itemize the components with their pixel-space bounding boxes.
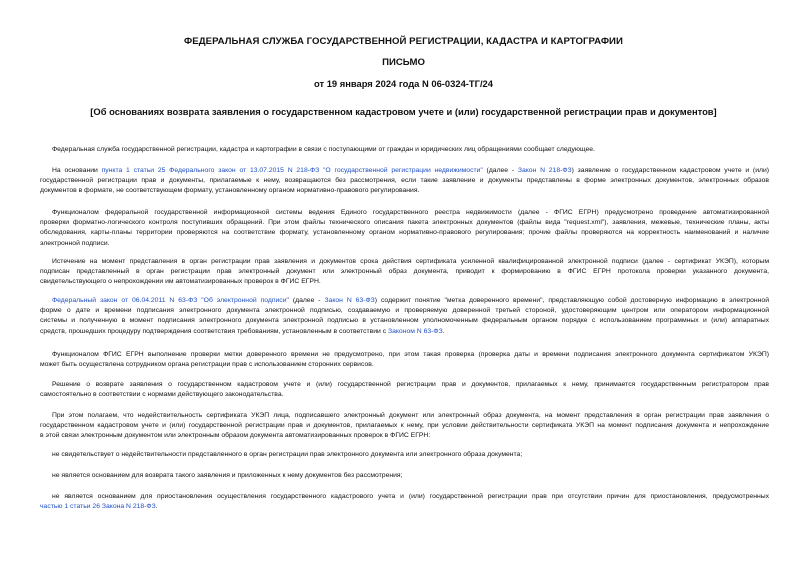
paragraph-line: Функционалом федеральной государственной информационной системы ведения Единого государственного реестра недвижимости (далее - ФГИС ЕГРН) предусмотрено проведение автоматизированной: [52, 209, 769, 216]
paragraph-line: государственной регистрации прав и документы, прилагаемые к нему, возвращаются без рассмотрения, если такие заявление и документы представлены в форме электронных документов, электронных образов: [40, 177, 769, 185]
paragraph-line: не является основанием для возврата такого заявления и приложенных к нему документов без рассмотрения;: [52, 472, 403, 479]
paragraph-time-stamp-check: [40, 350, 769, 370]
paragraph-line: может быть осуществлена сотрудником органа регистрации прав с использованием сторонних сервисов.: [40, 361, 374, 369]
text-fragment: На основании: [52, 167, 102, 174]
paragraph-line: не является основанием для приостановления осуществления государственного кадастрового учета и (или) государственной регистрации прав при отсутствии причин для приостановления, предусмотренных: [52, 493, 769, 500]
paragraph-line: не свидетельствует о недействительности представленного в орган регистрации прав электронного документа или электронного образа документа;: [52, 451, 523, 458]
document-type: ПИСЬМО: [382, 57, 425, 68]
paragraph-line: Федеральная служба государственной регистрации, кадастра и картографии в связи с поступающими от граждан и юридических лиц обращениями сообщает следующее.: [52, 146, 595, 153]
paragraph-line: электронной подписи.: [40, 239, 110, 247]
paragraph-line: в этой связи электронным документом или электронным образом документа автоматизированных проверок в ФГИС ЕГРН:: [40, 432, 431, 440]
paragraph-basis: [40, 166, 769, 197]
document-date-number: от 19 января 2024 года N 06-0324-ТГ/24: [314, 78, 493, 89]
law-218-article-26-link[interactable]: частью 1 статьи 26 Закона N 218-ФЗ: [40, 503, 156, 511]
paragraph-return-decision: [40, 380, 769, 400]
paragraph-line: свидетельствующего о непрохождении им автоматизированных проверок в ФГИС ЕГРН.: [40, 278, 321, 286]
paragraph-line: [40, 502, 769, 512]
law-63-short-link[interactable]: Закон N 63-ФЗ: [324, 297, 375, 304]
law-63-reference-link[interactable]: Законом N 63-ФЗ: [387, 327, 443, 335]
paragraph-line: государственном кадастровом учете и (или) государственной регистрации прав и документов, прилагаемых к нему, при условии действительности сертификата УКЭП на момент подписания документа и непрохождение: [40, 422, 769, 430]
document-subject: [Об основаниях возврата заявления о государственном кадастровом учете и (или) государственной регистрации прав и документов]: [90, 106, 717, 117]
text-fragment: (далее -: [482, 167, 518, 174]
paragraph-line: обследования, карты-планы территории проверяются на соответствие формату, установленному органом нормативно-правового регулирования; прочие файлы проверяются на корректность наименований и наличие: [40, 229, 769, 237]
text-fragment: средств, прошедших процедуру подтверждения соответствия требованиям, установленным в соответствии с: [40, 327, 388, 335]
paragraph-line: самостоятельно в соответствии с нормами действующего законодательства.: [40, 391, 284, 399]
paragraph-line: документов в формате, не соответствующем формату, установленному органом нормативно-правового регулирования.: [40, 187, 420, 195]
paragraph-line: [40, 166, 769, 176]
list-item-not-suspension-basis: [40, 492, 769, 512]
law-218-link[interactable]: Закон N 218-ФЗ: [517, 167, 572, 174]
paragraph-line: форме о дате и времени подписания электронного документа электронной подписью, создаваемую и проверяемую доверенной третьей стороной, удостоверяющим центром или оператором информационной: [40, 307, 769, 315]
list-item-not-invalid: [40, 450, 769, 460]
law-218-article-25-link[interactable]: пункта 1 статьи 25 Федерального закон от 13.07.2015 N 218-ФЗ "О государственной регистрации недвижимости": [101, 167, 483, 174]
paragraph-line: [40, 327, 769, 337]
list-item-not-return-basis: [40, 471, 769, 481]
paragraph-line: проверки форматно-логического контроля поступивших обращений. При этом файлы технического описания пакета электронных документов (файлы вида "request.xml"), заявления, межевые, технические планы, акты: [40, 219, 769, 227]
text-fragment: (далее -: [288, 297, 325, 304]
text-fragment: .: [155, 503, 158, 511]
paragraph-line: Решение о возврате заявления о государственном кадастровом учете и (или) государственной регистрации прав и документов, прилагаемых к нему, принимается государственным регистратором прав: [52, 381, 769, 388]
paragraph-line: подписан представленный в орган регистрации прав электронный документ или электронный образ документа, приводит к формированию в ФГИС ЕГРН протокола проверки указанного документа,: [40, 268, 769, 276]
text-fragment: ) содержит понятие "метка доверенного времени", представляющую собой достоверную информацию в электронной: [374, 297, 769, 304]
paragraph-conclusion: [40, 411, 769, 442]
paragraph-fgis-functionality: [40, 208, 769, 249]
paragraph-certificate-expiry: [40, 257, 769, 288]
text-fragment: ) заявление о государственном кадастровом учете и (или): [571, 167, 769, 174]
paragraph-trusted-time-stamp: [40, 296, 769, 337]
paragraph-intro: [40, 145, 769, 155]
paragraph-line: Функционалом ФГИС ЕГРН выполнение проверки метки доверенного времени не предусмотрено, при этом такая проверка (проверка даты и времени подписания электронного документа сертификатом УКЭП): [52, 351, 769, 358]
paragraph-line: При этом полагаем, что недействительность сертификата УКЭП лица, подписавшего электронный документ или электронный образ документа, на момент представления в орган регистрации прав заявления о: [52, 412, 769, 419]
text-fragment: .: [442, 327, 445, 335]
agency-heading: ФЕДЕРАЛЬНАЯ СЛУЖБА ГОСУДАРСТВЕННОЙ РЕГИСТРАЦИИ, КАДАСТРА И КАРТОГРАФИИ: [184, 36, 623, 47]
paragraph-line: системы и полученную в момент подписания электронного документа электронной подписью в установленном уполномоченным федеральным органом порядке с использованием программных и (или) аппаратных: [40, 317, 769, 325]
paragraph-line: Истечение на момент представления в орган регистрации прав заявления и документов срока действия сертификата усиленной квалифицированной электронной подписи (далее - сертификат УКЭП), которым: [52, 258, 769, 265]
law-63-link[interactable]: Федеральный закон от 06.04.2011 N 63-ФЗ "Об электронной подписи": [52, 297, 289, 304]
paragraph-line: [40, 296, 769, 306]
